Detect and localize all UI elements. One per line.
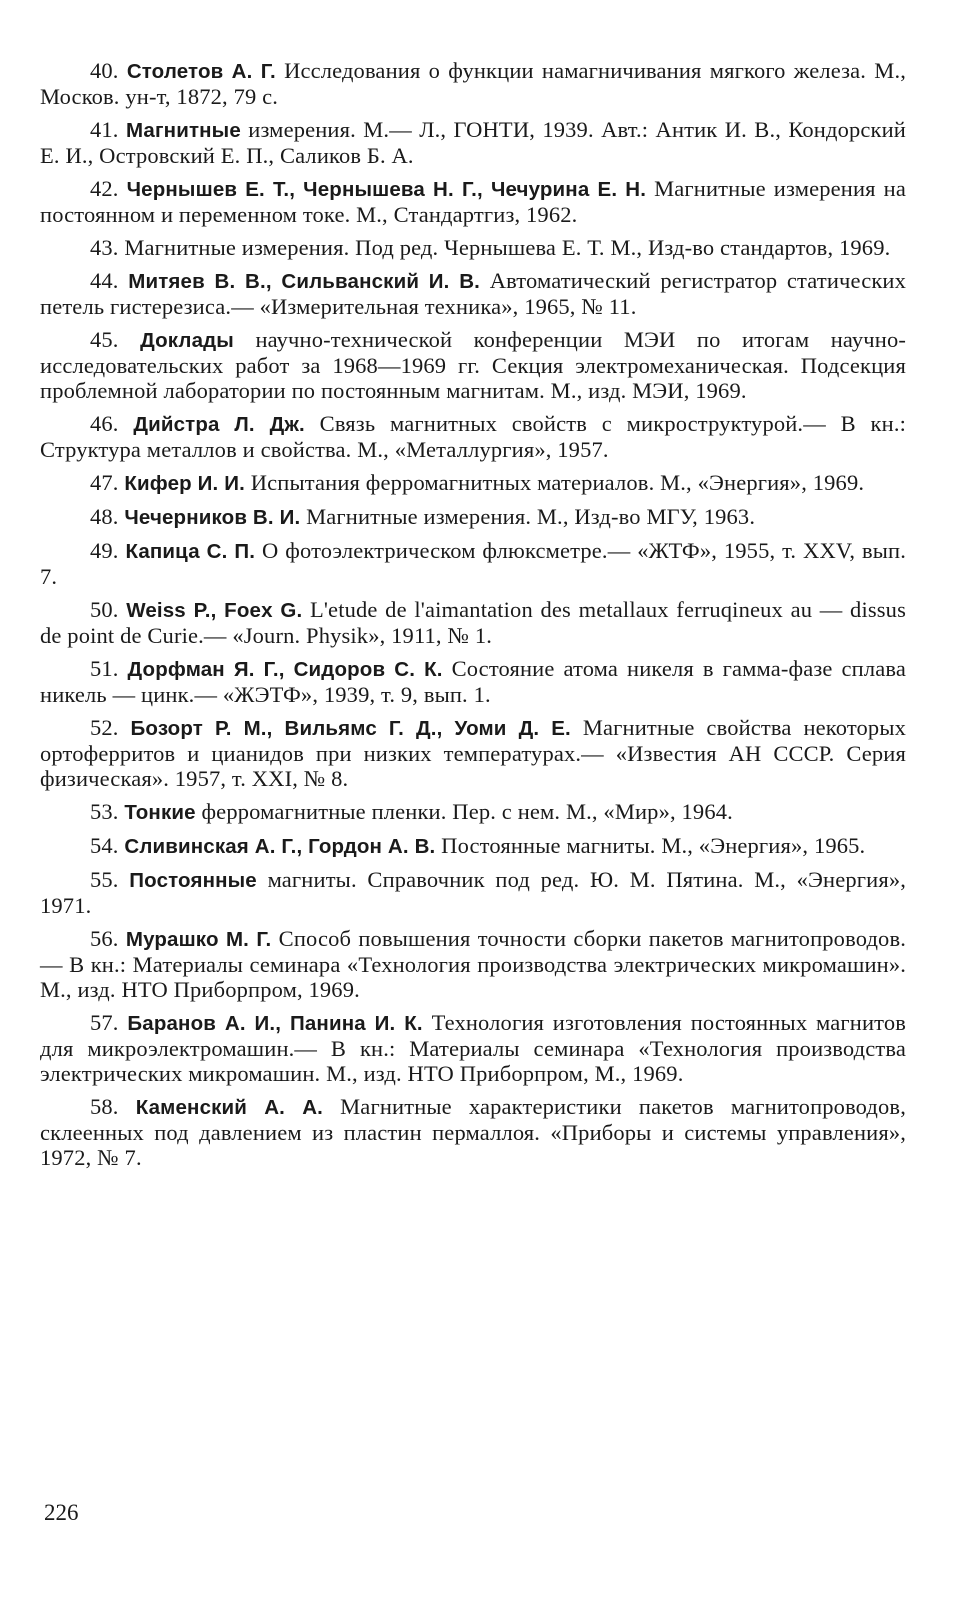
entry-number: 41. <box>90 117 119 142</box>
bibliography-entry-41 <box>40 117 906 168</box>
entry-number: 53. <box>90 799 119 824</box>
entry-author: Столетов А. Г. <box>126 60 276 83</box>
entry-text: Магнитные свойства некоторых ортоферритов и цианидов при низких температурах.— «Известия АН СССР. Серия физическая». 1957, т. XXI, № 8. <box>40 715 906 791</box>
bibliography-entry-42 <box>40 176 906 227</box>
entry-text: ферромагнитные пленки. Пер. с нем. М., «Мир», 1964. <box>201 799 733 824</box>
entry-author: Баранов А. И., Панина И. К. <box>127 1012 423 1035</box>
bibliography-entry-45 <box>40 327 906 403</box>
entry-text: Испытания ферромагнитных материалов. М., «Энергия», 1969. <box>250 470 865 495</box>
entry-text: измерения. М.— Л., ГОНТИ, 1939. Авт.: Антик И. В., Кондорский Е. И., Островский Е. П., Саликов Б. А. <box>40 117 906 168</box>
entry-text: О фотоэлектрическом флюксметре.— «ЖТФ», 1955, т. XXV, вып. 7. <box>40 538 906 589</box>
entry-author: Чечерников В. И. <box>124 506 301 529</box>
entry-author: Каменский А. А. <box>135 1096 324 1119</box>
entry-number: 54. <box>90 833 119 858</box>
entry-author: Бозорт Р. М., Вильямс Г. Д., Уоми Д. Е. <box>130 717 571 740</box>
bibliography-entry-52 <box>40 715 906 791</box>
entry-text: Технология изготовления постоянных магнитов для микроэлектромашин.— В кн.: Материалы семинара «Технология производства электрических микромашин. М., изд. НТО Приборпром, М., 1969. <box>40 1010 907 1086</box>
entry-author: Доклады <box>140 329 234 352</box>
entry-author: Кифер И. И. <box>124 472 245 495</box>
bibliography-list <box>40 58 906 1178</box>
entry-author: Постоянные <box>129 869 257 892</box>
bibliography-entry-50 <box>40 597 906 648</box>
bibliography-entry-46 <box>40 411 906 462</box>
entry-number: 45. <box>90 327 119 352</box>
entry-text: Способ повышения точности сборки пакетов магнитопроводов.— В кн.: Материалы семинара «Технология производства электрических микромашин». М., изд. НТО Приборпром, 1969. <box>40 926 906 1002</box>
bibliography-entry-48 <box>40 504 906 530</box>
entry-text: Связь магнитных свойств с микроструктурой.— В кн.: Структура металлов и свойства. М., «Металлургия», 1957. <box>40 411 906 462</box>
bibliography-entry-58 <box>40 1094 906 1170</box>
entry-text: Состояние атома никеля в гамма-фазе сплава никель — цинк.— «ЖЭТФ», 1939, т. 9, вып. 1. <box>40 656 906 707</box>
entry-number: 40. <box>90 58 119 83</box>
bibliography-entry-56 <box>40 926 906 1002</box>
entry-number: 48. <box>90 504 119 529</box>
bibliography-entry-57 <box>40 1010 906 1086</box>
entry-number: 42. <box>90 176 119 201</box>
entry-author: Сливинская А. Г., Гордон А. В. <box>124 835 436 858</box>
entry-author: Митяев В. В., Сильванский И. В. <box>128 270 481 293</box>
entry-author: Weiss P., Foex G. <box>126 599 303 622</box>
entry-number: 47. <box>90 470 119 495</box>
entry-text: Исследования о функции намагничивания мягкого железа. М., Москов. ун-т, 1872, 79 с. <box>40 58 907 109</box>
entry-number: 46. <box>90 411 119 436</box>
entry-text: Магнитные измерения. Под ред. Чернышева Е. Т. М., Изд-во стандартов, 1969. <box>124 235 891 260</box>
entry-number: 43. <box>90 235 119 260</box>
entry-number: 50. <box>90 597 119 622</box>
entry-author: Дийстра Л. Дж. <box>133 413 305 436</box>
entry-number: 57. <box>90 1010 119 1035</box>
entry-text: Магнитные характеристики пакетов магнитопроводов, склеенных под давлением из пластин пермаллоя. «Приборы и системы управления», 1972, № 7. <box>40 1094 906 1170</box>
entry-number: 44. <box>90 268 119 293</box>
bibliography-entry-51 <box>40 656 906 707</box>
bibliography-entry-54 <box>40 833 906 859</box>
bibliography-entry-44 <box>40 268 906 319</box>
entry-author: Магнитные <box>125 119 241 142</box>
bibliography-entry-55 <box>40 867 906 918</box>
entry-number: 55. <box>90 867 119 892</box>
bibliography-entry-43 <box>40 235 906 260</box>
entry-text: L'etude de l'aimantation des metallaux ferruqineux au — dissus de point de Curie.— «Journ. Physik», 1911, № 1. <box>40 597 906 648</box>
entry-number: 49. <box>90 538 119 563</box>
entry-number: 58. <box>90 1094 119 1119</box>
entry-author: Тонкие <box>124 801 196 824</box>
entry-text: магниты. Справочник под ред. Ю. М. Пятина. М., «Энергия», 1971. <box>40 867 907 918</box>
entry-text: Магнитные измерения на постоянном и переменном токе. М., Стандартгиз, 1962. <box>40 176 907 227</box>
entry-author: Капица С. П. <box>125 540 256 563</box>
entry-number: 52. <box>90 715 119 740</box>
entry-author: Мурашко М. Г. <box>125 928 272 951</box>
bibliography-entry-53 <box>40 799 906 825</box>
entry-number: 51. <box>90 656 119 681</box>
entry-author: Дорфман Я. Г., Сидоров С. К. <box>127 658 443 681</box>
bibliography-entry-47 <box>40 470 906 496</box>
page-number: 226 <box>44 1500 79 1525</box>
bibliography-entry-40 <box>40 58 906 109</box>
entry-text: Магнитные измерения. М., Изд-во МГУ, 1963. <box>306 504 756 529</box>
entry-text: научно-технической конференции МЭИ по итогам научно-исследовательских работ за 1968—1969 гг. Секция электромеханическая. Подсекция проблемной лаборатории по постоянным магнитам. М., изд. МЭИ, 1969. <box>40 327 906 403</box>
bibliography-entry-49 <box>40 538 906 589</box>
entry-number: 56. <box>90 926 119 951</box>
entry-author: Чернышев Е. Т., Чернышева Н. Г., Чечурина Е. Н. <box>126 178 647 201</box>
entry-text: Автоматический регистратор статических петель гистерезиса.— «Измерительная техника», 1965, № 11. <box>40 268 907 319</box>
entry-text: Постоянные магниты. М., «Энергия», 1965. <box>441 833 866 858</box>
